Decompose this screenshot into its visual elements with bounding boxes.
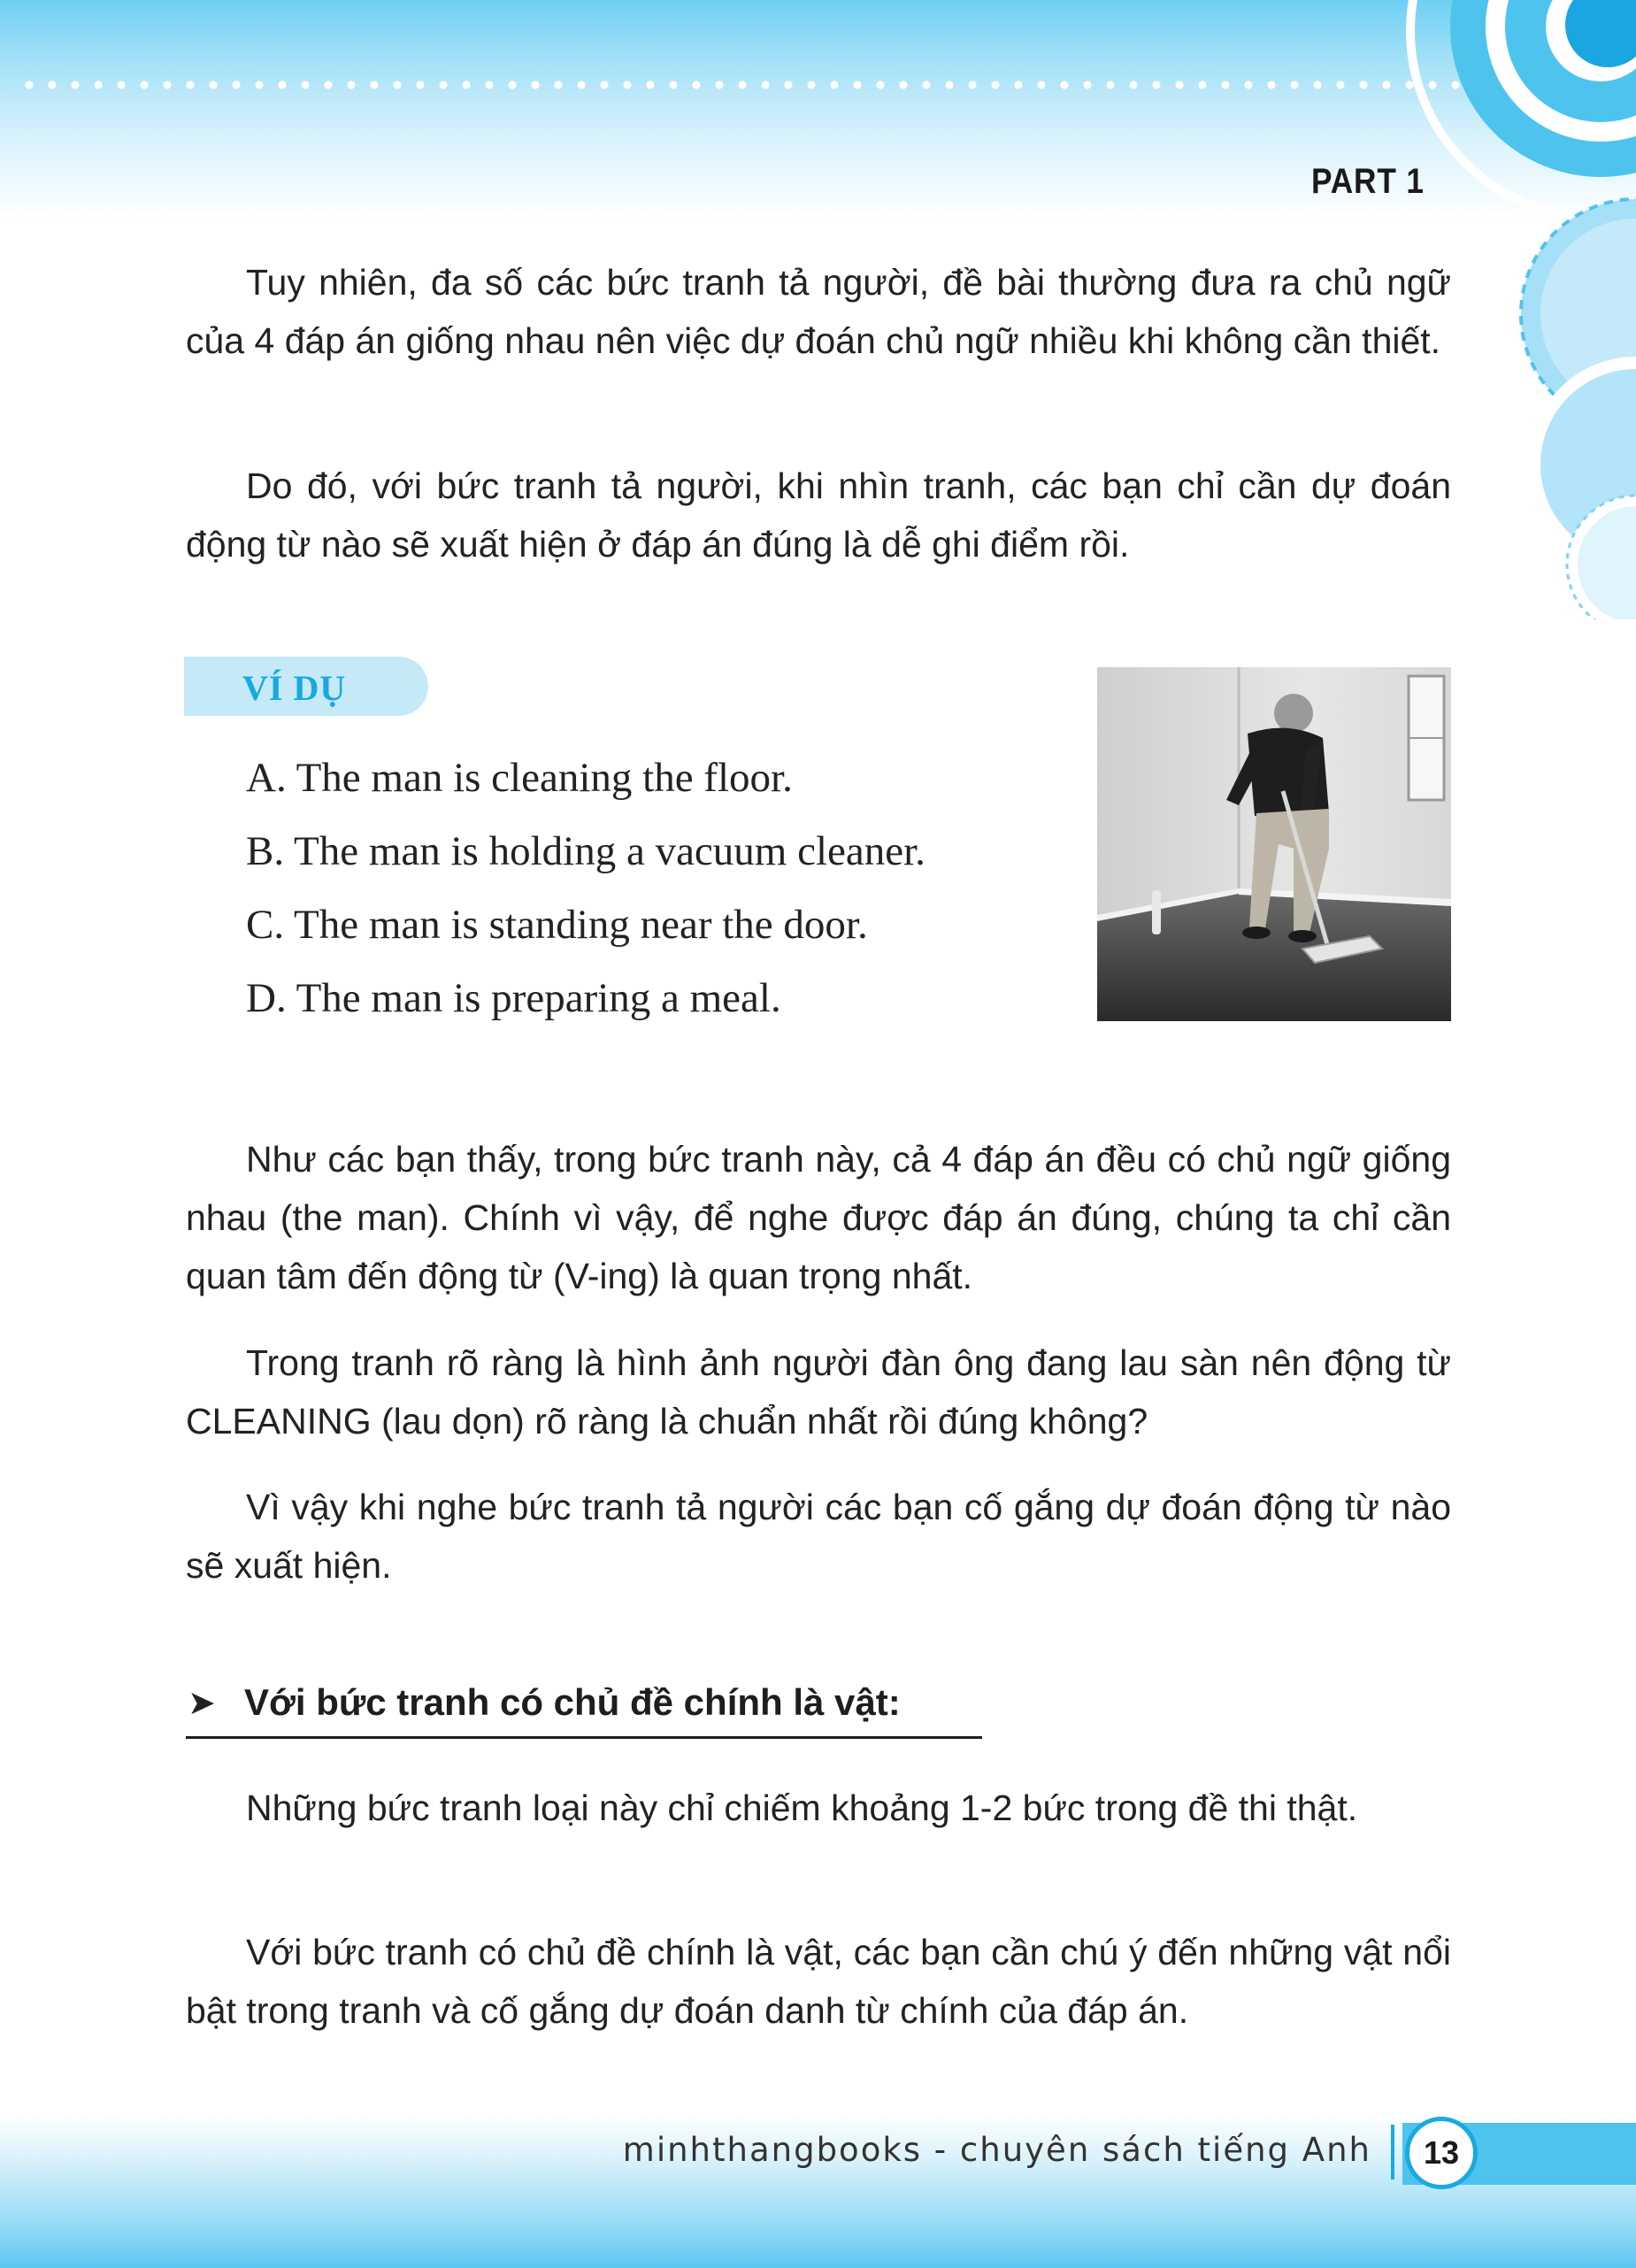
- intro-paragraph-2: Do đó, với bức tranh tả người, khi nhìn tranh, các bạn chỉ cần dự đoán động từ nào sẽ xuất hiện ở đáp án đúng là dễ ghi điểm rồi.: [186, 465, 1451, 565]
- part-label: PART 1: [1311, 162, 1425, 201]
- arrow-right-icon: ➤: [188, 1685, 216, 1722]
- option-b: B. The man is holding a vacuum cleaner.: [246, 828, 926, 874]
- man-mopping-floor-photo: [1097, 667, 1451, 1021]
- footer-separator: [1391, 2125, 1394, 2180]
- explanation-paragraph-2: Trong tranh rõ ràng là hình ảnh người đàn ông đang lau sàn nên động từ CLEANING (lau dọn) rõ ràng là chuẩn nhất rồi đúng không?: [186, 1342, 1451, 1442]
- publisher-text: minhthangbooks - chuyên sách tiếng Anh: [622, 2131, 1371, 2169]
- intro-paragraph-1: Tuy nhiên, đa số các bức tranh tả người, đề bài thường đưa ra chủ ngữ của 4 đáp án giống nhau nên việc dự đoán chủ ngữ nhiều khi không cần thiết.: [186, 262, 1451, 361]
- answer-options: [246, 742, 926, 1035]
- dotted-decoration: [18, 80, 1469, 90]
- section-paragraph-2: Với bức tranh có chủ đề chính là vật, các bạn cần chú ý đến những vật nổi bật trong tranh và cố gắng dự đoán danh từ chính của đáp án.: [186, 1932, 1451, 2031]
- section-heading: [186, 1678, 982, 1739]
- option-d: D. The man is preparing a meal.: [246, 975, 781, 1021]
- example-tag: [184, 657, 428, 716]
- explanation-paragraph-3: Vì vậy khi nghe bức tranh tả người các bạn cố gắng dự đoán động từ nào sẽ xuất hiện.: [186, 1487, 1451, 1586]
- section-paragraph-1: Những bức tranh loại này chỉ chiếm khoảng 1-2 bức trong đề thi thật.: [246, 1787, 1358, 1828]
- section-title: Với bức tranh có chủ đề chính là vật:: [244, 1681, 901, 1723]
- option-c: C. The man is standing near the door.: [246, 902, 868, 948]
- example-tag-label: VÍ DỤ: [242, 668, 347, 708]
- option-a: A. The man is cleaning the floor.: [246, 755, 793, 801]
- page-number: 13: [1405, 2117, 1478, 2189]
- explanation-paragraph-1: Như các bạn thấy, trong bức tranh này, cả 4 đáp án đều có chủ ngữ giống nhau (the man). Chính vì vậy, để nghe được đáp án đúng, chúng ta chỉ cần quan tâm đến động từ (V-ing) là quan trọng nhất.: [186, 1139, 1451, 1296]
